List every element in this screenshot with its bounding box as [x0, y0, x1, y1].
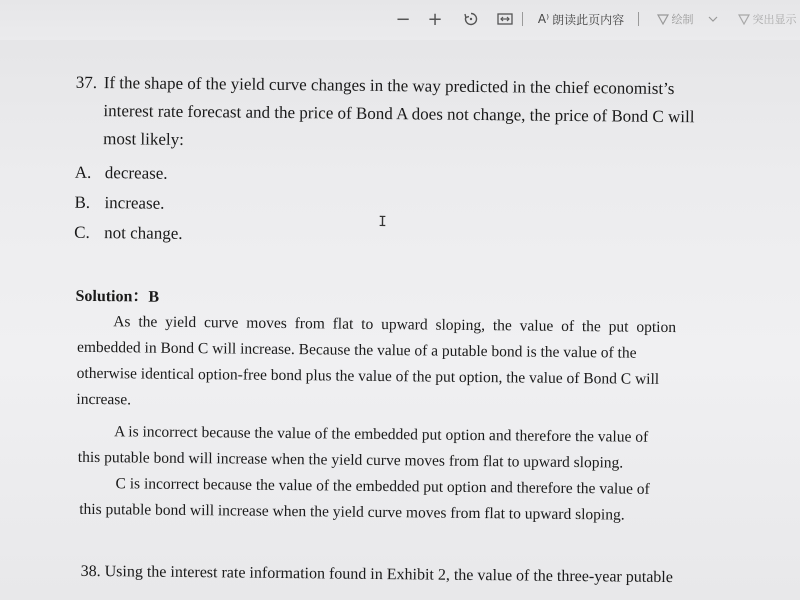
solution-paragraph-line: otherwise identical option-free bond plus the value of the put option, the value of Bond C will	[76, 364, 660, 388]
read-aloud-label: 朗读此页内容	[552, 12, 625, 27]
chevron-down-icon	[708, 15, 718, 23]
rotate-icon	[463, 11, 479, 27]
highlight-label: 突出显示	[752, 13, 797, 26]
zoom-in-button[interactable]: +	[427, 8, 443, 30]
fit-page-button[interactable]	[494, 8, 516, 30]
solution-paragraph-line: C is incorrect because the value of the embedded put option and therefore the value of	[115, 475, 650, 498]
option-c-letter: C.	[74, 222, 90, 242]
document-page	[0, 60, 800, 600]
question-text-line: most likely:	[103, 129, 185, 149]
fit-page-icon	[497, 12, 513, 26]
read-aloud-button[interactable]	[536, 8, 626, 30]
reader-toolbar	[0, 0, 800, 40]
draw-label: 绘制	[671, 13, 694, 26]
draw-icon	[657, 13, 669, 25]
option-b-text: increase.	[104, 193, 165, 213]
highlight-icon	[738, 13, 750, 25]
question-number: 37.	[75, 72, 98, 93]
solution-paragraph-line: this putable bond will increase when the yield curve moves from flat to upward sloping.	[77, 448, 624, 472]
option-b-letter: B.	[74, 192, 91, 212]
text-cursor-icon: I	[378, 213, 387, 231]
toolbar-divider	[522, 12, 523, 26]
option-a-letter: A.	[74, 162, 92, 182]
read-aloud-icon: A⁾	[537, 12, 550, 26]
option-c-text: not change.	[104, 223, 183, 243]
question-text-line: If the shape of the yield curve changes in the way predicted in the chief economist’s	[103, 73, 675, 99]
solution-paragraph-line: increase.	[76, 390, 132, 409]
next-question-text: 38. Using the interest rate information found in Exhibit 2, the value of the three-year putable	[80, 562, 673, 587]
draw-button[interactable]	[652, 8, 722, 30]
rotate-button[interactable]	[460, 8, 482, 30]
question-text-line: interest rate forecast and the price of Bond A does not change, the price of Bond C will	[103, 101, 695, 127]
highlight-button[interactable]	[732, 8, 800, 30]
solution-paragraph-line: As the yield curve moves from flat to upward sloping, the value of the put option	[113, 313, 677, 337]
option-a-text: decrease.	[104, 163, 168, 183]
zoom-out-button[interactable]: −	[395, 8, 411, 30]
toolbar-divider	[638, 12, 639, 26]
solution-paragraph-line: A is incorrect because the value of the embedded put option and therefore the value of	[114, 423, 649, 446]
solution-paragraph-line: embedded in Bond C will increase. Because the value of a putable bond is the value of the	[76, 338, 637, 362]
solution-paragraph-line: this putable bond will increase when the yield curve moves from flat to upward sloping.	[79, 500, 625, 524]
solution-heading: Solution：B	[75, 287, 160, 306]
